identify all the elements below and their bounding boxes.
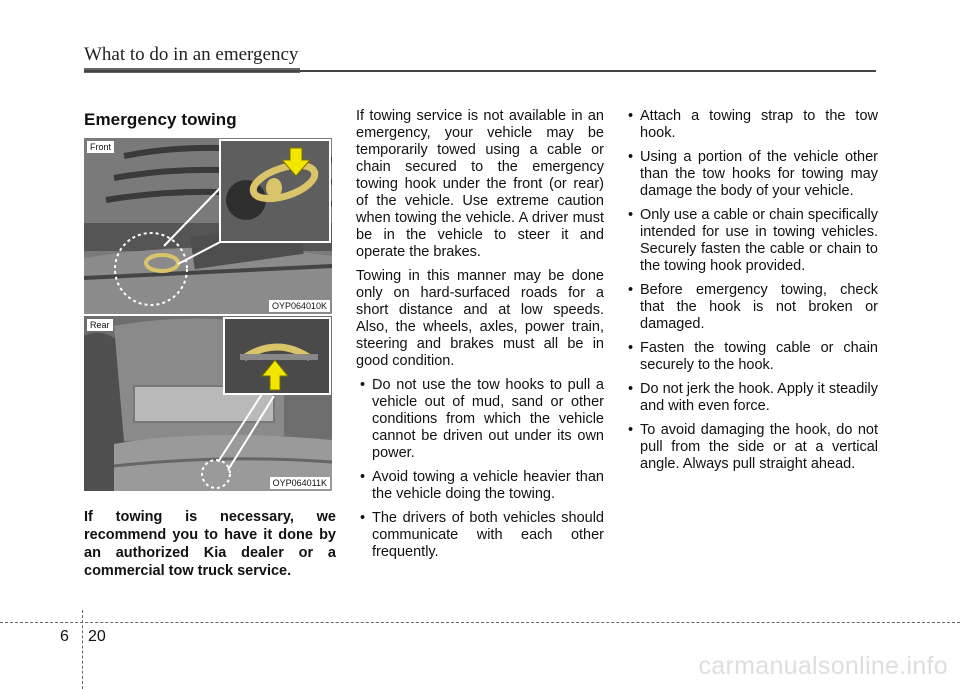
front-figure-code: OYP064010K [269,300,330,312]
rear-bumper-illustration [84,316,332,491]
towing-precautions-column [624,108,878,480]
front-figure-label: Front [87,141,114,153]
list-item: • Only use a cable or chain specifically intended for use in towing vehicles. Securely fasten the cable or chain to the towing hook provided. [624,207,878,275]
towing-precautions-list [624,108,878,473]
watermark: carmanualsonline.info [698,652,948,680]
rear-figure-label: Rear [87,319,113,331]
list-item: • To avoid damaging the hook, do not pull from the side or at a vertical angle. Always pull straight ahead. [624,422,878,473]
header-title: What to do in an emergency [84,44,299,65]
list-item: • Fasten the towing cable or chain securely to the hook. [624,340,878,374]
intro-paragraph: If towing service is not available in an emergency, your vehicle may be temporarily towed using a cable or chain secured to the emergency towing hook under the front (or rear) of the vehicle. Use extreme caution when towing the vehicle. A driver must be in the vehicle to steer it and operate the brakes. [356,108,604,260]
section-title: Emergency towing [84,110,237,129]
list-item: • Attach a towing strap to the tow hook. [624,108,878,142]
list-item: • Avoid towing a vehicle heavier than the vehicle doing the towing. [356,469,604,503]
list-item: • Do not use the tow hooks to pull a vehicle out of mud, sand or other conditions from which the vehicle cannot be driven out under its own power. [356,377,604,462]
dealer-recommendation-note: If towing is necessary, we recommend you to have it done by an authorized Kia dealer or a commercial tow truck service. [84,509,336,579]
conditions-paragraph: Towing in this manner may be done only on hard-surfaced roads for a short distance and at low speeds. Also, the wheels, axles, power train, steering and brakes must all be in good condition. [356,268,604,369]
list-item: • Before emergency towing, check that the hook is not broken or damaged. [624,282,878,333]
list-item: • The drivers of both vehicles should communicate with each other frequently. [356,510,604,561]
footer-divider [82,610,83,689]
front-bumper-illustration [84,138,332,314]
towing-instructions-column [356,108,604,568]
footer-rule [0,622,960,623]
list-item: • Using a portion of the vehicle other than the tow hooks for towing may damage the body of your vehicle. [624,149,878,200]
list-item: • Do not jerk the hook. Apply it steadily and with even force. [624,381,878,415]
rear-figure-code: OYP064011K [270,477,330,489]
front-tow-hook-figure [84,138,332,314]
rear-tow-hook-figure [84,314,332,491]
page-number: 20 [88,628,106,645]
chapter-number: 6 [60,628,69,645]
header-rule [84,70,876,72]
towing-cautions-list [356,377,604,561]
